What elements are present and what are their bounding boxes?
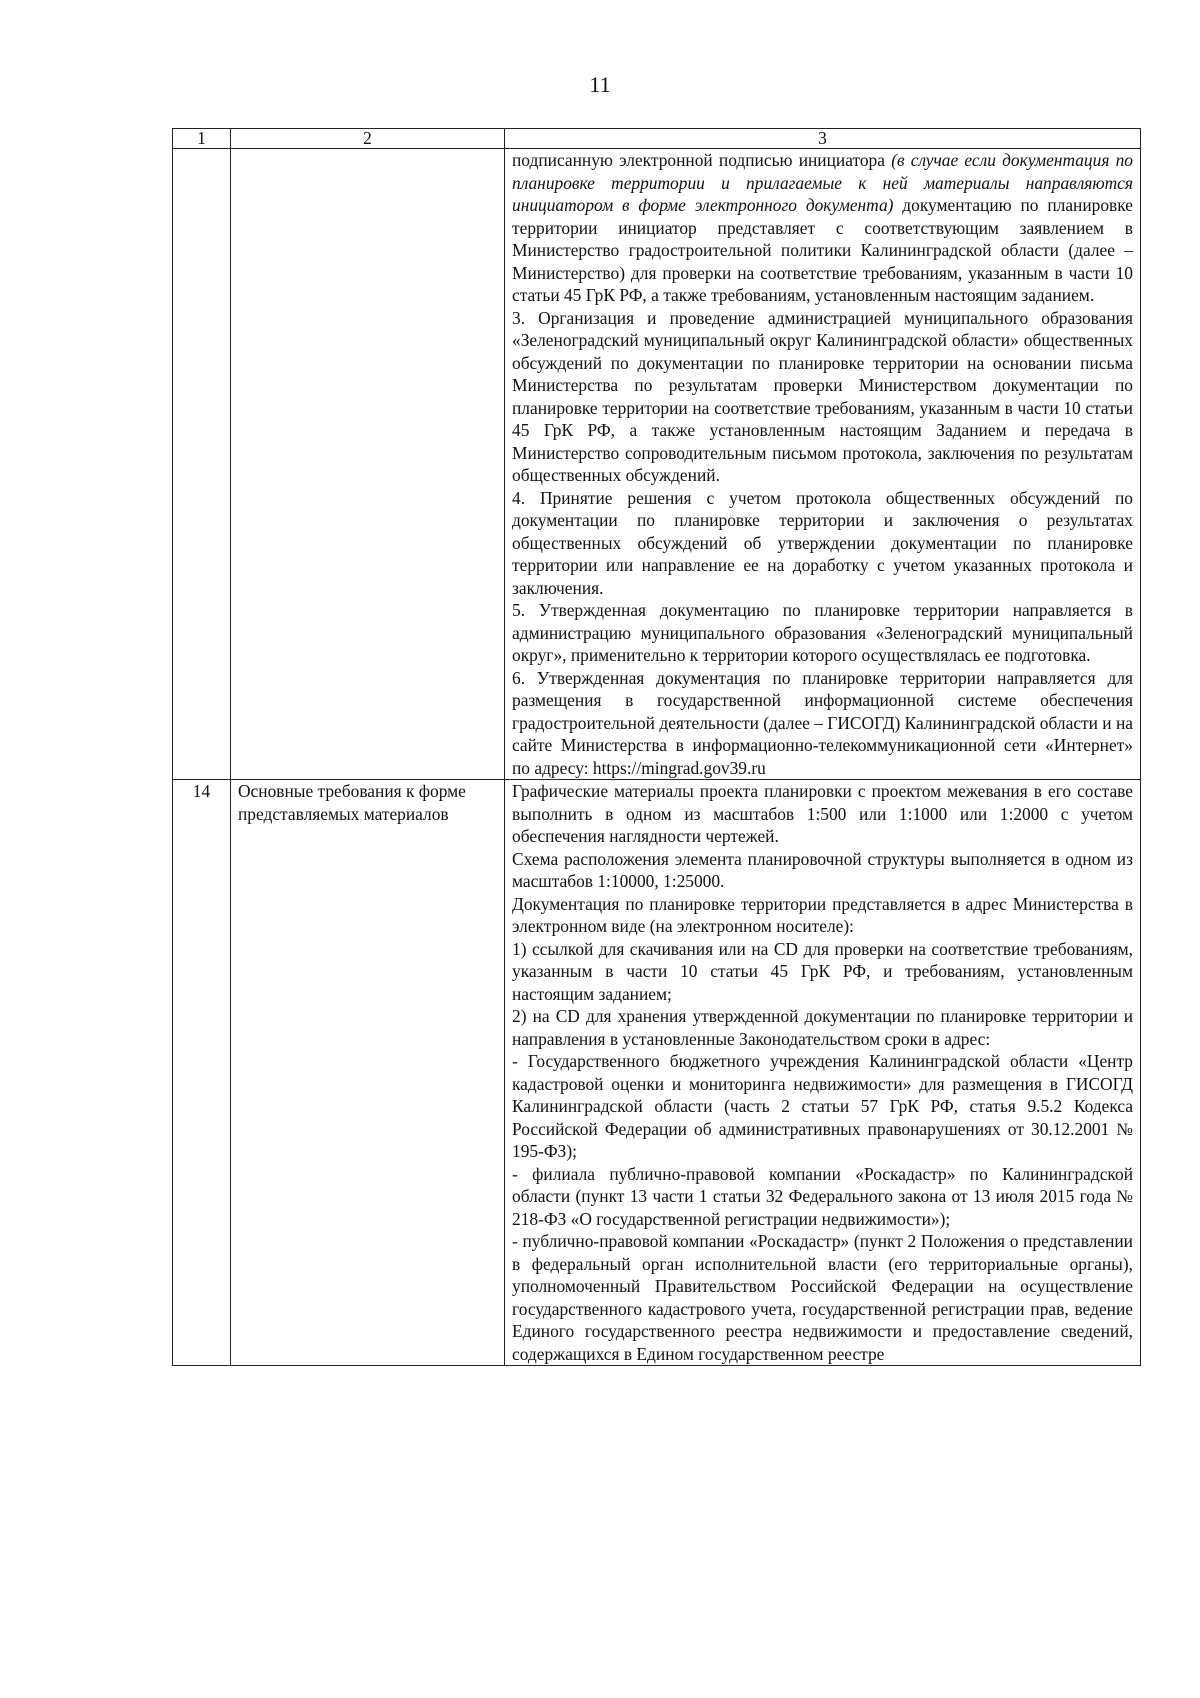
paragraph: 5. Утвержденная документацию по планировке территории направляется в администрацию муниципального образования «Зеленоградский муниципальный округ», применительно к территории которого осуществлялась ее подготовка.: [512, 600, 1133, 665]
column-header-2: 2: [231, 129, 505, 149]
table-row: [173, 149, 1141, 780]
requirements-table: [172, 128, 1141, 1366]
column-header-3: 3: [505, 129, 1141, 149]
paragraph: 1) ссылкой для скачивания или на CD для проверки на соответствие требованиям, указанным в части 10 статьи 45 ГрК РФ, и требованиям, установленным настоящим заданием;: [512, 938, 1133, 1004]
page-number: 11: [589, 72, 611, 97]
row-number: [173, 149, 231, 780]
row-content: [505, 149, 1141, 780]
paragraph: 2) на CD для хранения утвержденной документации по планировке территории и направления в установленные Законодательством сроки в адрес:: [512, 1006, 1133, 1049]
table-row: [173, 780, 1141, 1366]
paragraph: - публично-правовой компании «Роскадастр» (пункт 2 Положения о представлении в федеральный орган исполнительной власти (его территориальные органы), уполномоченный Правительством Российской Федерации на осуществление государственного кадастрового учета, государственной регистрации прав, ведение Единого государственного реестра недвижимости и предоставление сведений, содержащихся в Едином государственном реестре: [512, 1231, 1133, 1364]
column-header-1: 1: [173, 129, 231, 149]
table-header-row: [173, 129, 1141, 149]
paragraph: Схема расположения элемента планировочной структуры выполняется в одном из масштабов 1:10000, 1:25000.: [512, 848, 1133, 891]
row-title: Основные требования к форме представляемых материалов: [231, 780, 505, 1366]
paragraph: 3. Организация и проведение администрацией муниципального образования «Зеленоградский муниципальный округ Калининградской области» общественных обсуждений по документации по планировке территории на основании письма Министерства по результатам проверки Министерством документации по планировке территории на соответствие требованиям, указанным в части 10 статьи 45 ГрК РФ, а также установленным настоящим Заданием и передача в Министерство сопроводительным письмом протокола, заключения по результатам общественных обсуждений.: [512, 307, 1133, 485]
paragraph: Графические материалы проекта планировки с проектом межевания в его составе выполнить в одном из масштабов 1:500 или 1:1000 или 1:2000 с учетом обеспечения наглядности чертежей.: [512, 781, 1133, 846]
paragraph: подписанную электронной подписью инициатора (в случае если документация по планировке территории и прилагаемые к ней материалы направляются инициатором в форме электронного документа) документацию по планировке территории инициатор представляет с соответствующим заявлением в Министерство градостроительной политики Калининградской области (далее – Министерство) для проверки на соответствие требованиям, указанным в части 10 статьи 45 ГрК РФ, а также требованиям, установленным настоящим заданием.: [512, 150, 1134, 305]
row-number: 14: [173, 780, 231, 1366]
row-content: [505, 780, 1141, 1366]
paragraph: - Государственного бюджетного учреждения Калининградской области «Центр кадастровой оценки и мониторинга недвижимости» для размещения в ГИСОГД Калининградской области (часть 2 статьи 57 ГрК РФ, статья 9.5.2 Кодекса Российской Федерации об административных правонарушениях от 30.12.2001 № 195-ФЗ);: [512, 1051, 1133, 1161]
paragraph: 6. Утвержденная документация по планировке территории направляется для размещения в государственной информационной системе обеспечения градостроительной деятельности (далее – ГИСОГД) Калининградской области и на сайте Министерства в информационно-телекоммуникационной сети «Интернет» по адресу: https://mingrad.gov39.ru: [512, 667, 1133, 778]
paragraph: - филиала публично-правовой компании «Роскадастр» по Калининградской области (пункт 13 части 1 статьи 32 Федерального закона от 13 июля 2015 года № 218-ФЗ «О государственной регистрации недвижимости»);: [512, 1163, 1133, 1229]
italic-note: (в случае если документация по планировке территории и прилагаемые к ней материалы направляются инициатором в форме электронного документа): [512, 150, 1133, 215]
row-title: [231, 149, 505, 780]
paragraph: 4. Принятие решения с учетом протокола общественных обсуждений по документации по планировке территории и заключения о результатах общественных обсуждений об утверждении документации по планировке территории или направление ее на доработку с учетом указанных протокола и заключения.: [512, 487, 1133, 598]
paragraph: Документация по планировке территории представляется в адрес Министерства в электронном виде (на электронном носителе):: [512, 893, 1133, 936]
